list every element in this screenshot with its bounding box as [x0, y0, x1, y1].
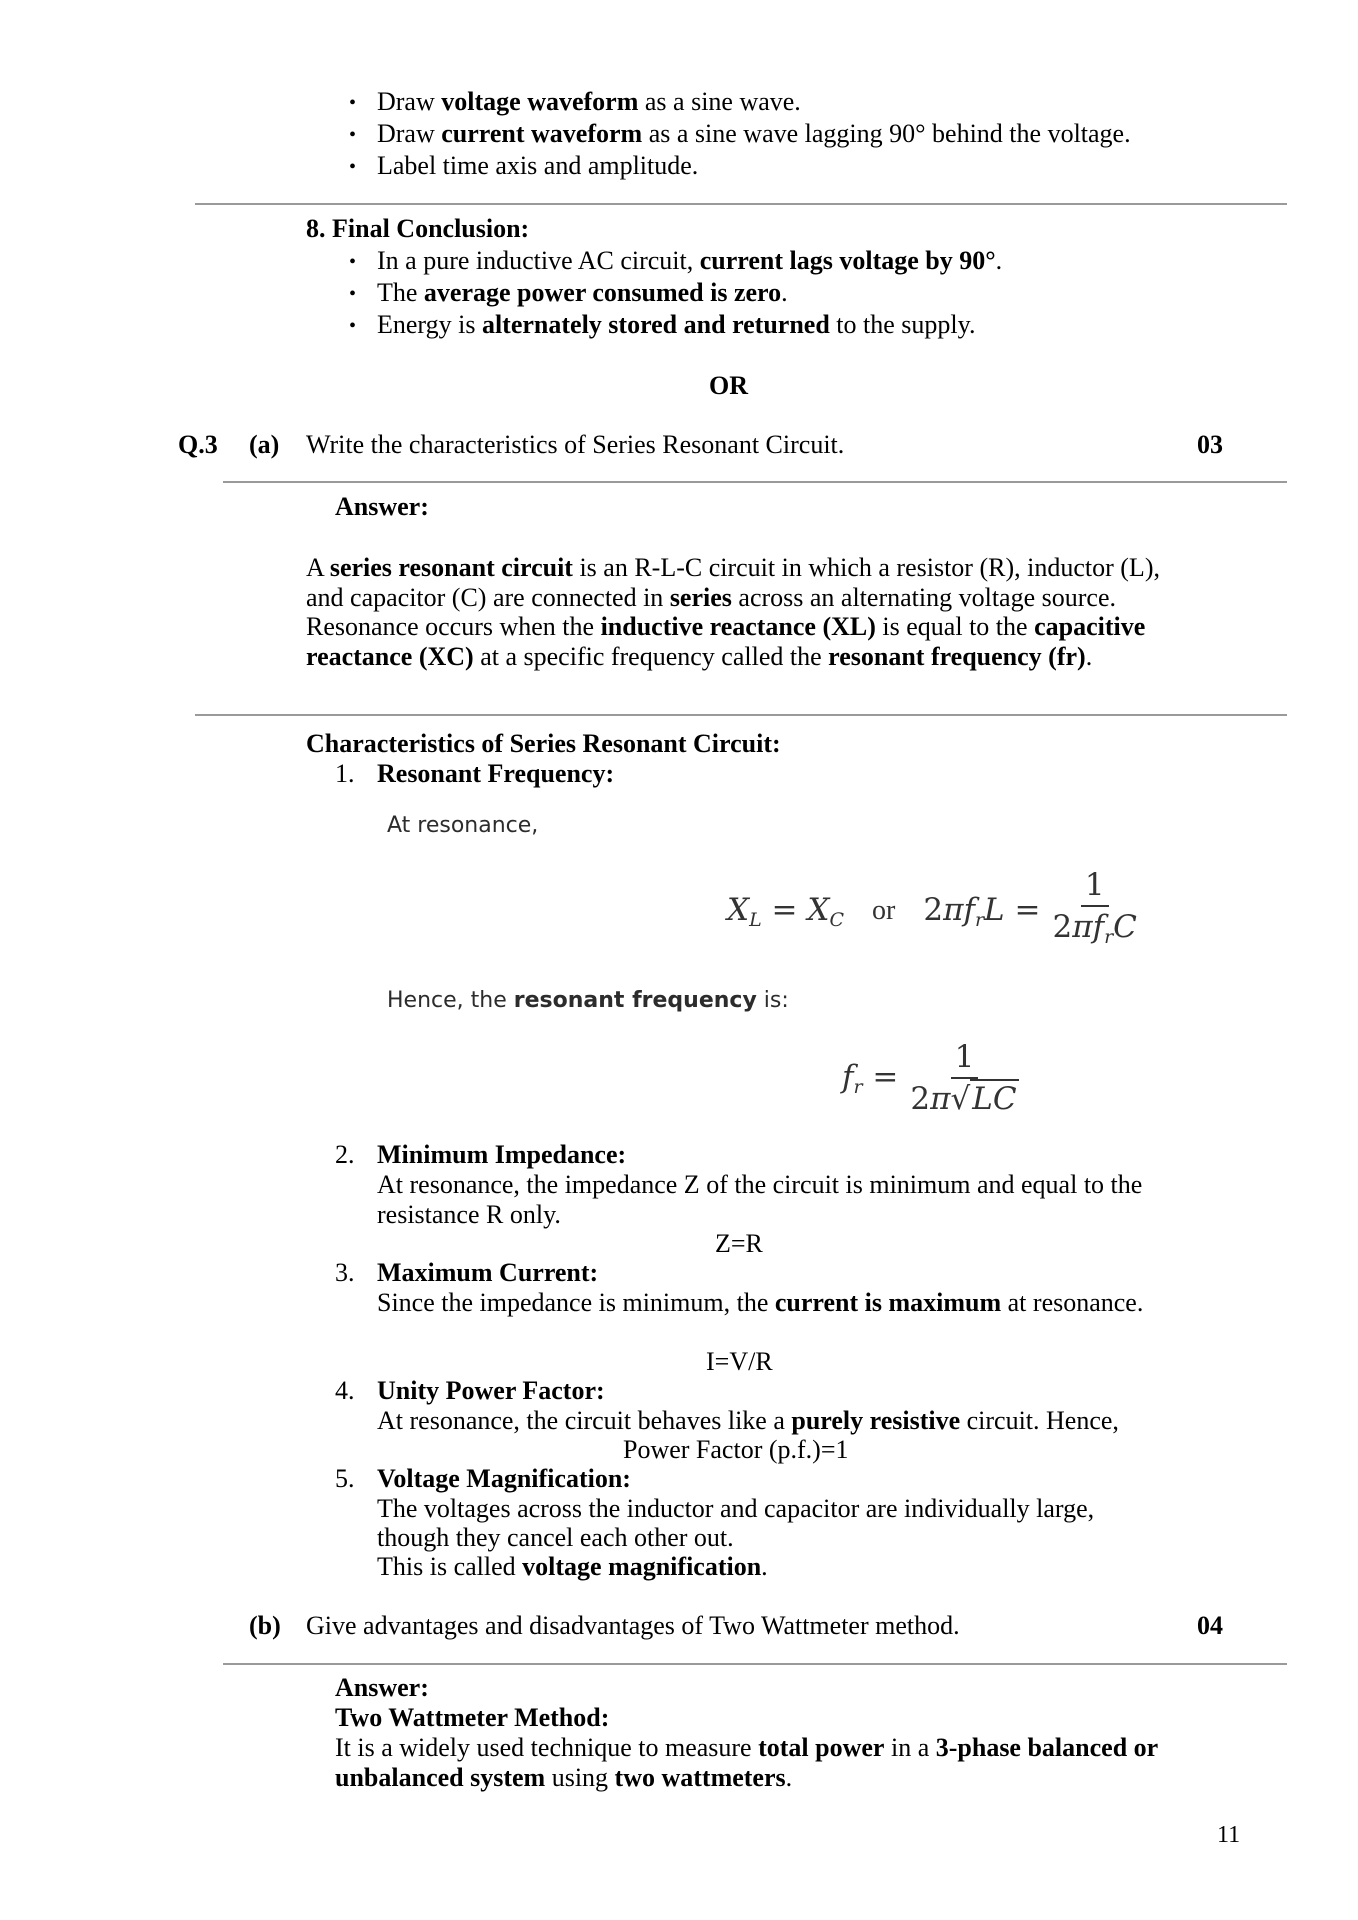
question-number: Q.3 [178, 430, 218, 459]
bullet-dot: • [349, 315, 357, 337]
item-number: 4. [335, 1376, 355, 1405]
part-b-question: Give advantages and disadvantages of Two Wattmeter method. [306, 1611, 960, 1640]
voltage-magnification-line2: though they cancel each other out. [377, 1523, 734, 1552]
divider [223, 1663, 1287, 1665]
voltage-magnification-line1: The voltages across the inductor and capacitor are individually large, [377, 1494, 1095, 1523]
part-a-question: Write the characteristics of Series Resonant Circuit. [306, 430, 845, 459]
waveform-bullet-3: Label time axis and amplitude. [377, 151, 699, 180]
conclusion-bullet-1: In a pure inductive AC circuit, current lags voltage by 90°. [377, 246, 1003, 275]
hence-resonant-frequency-text: Hence, the resonant frequency is: [387, 988, 789, 1013]
bullet-dot: • [349, 92, 357, 114]
item-number: 1. [335, 759, 355, 788]
conclusion-bullet-2: The average power consumed is zero. [377, 278, 788, 307]
minimum-impedance-text: At resonance, the impedance Z of the circuit is minimum and equal to the resistance R only. [377, 1170, 1143, 1229]
resonant-frequency-formula: $f_r$ = $\frac{1}{2\pi√LC}$ [842, 1039, 1017, 1117]
unity-power-factor-title: Unity Power Factor: [377, 1376, 605, 1405]
resonance-condition-formula: $X_L = X_C$ or $2\pi f_rL$ = $\frac{1}{2\pi f_rC}$ [727, 867, 1137, 948]
bullet-dot: • [349, 156, 357, 178]
characteristics-heading: Characteristics of Series Resonant Circuit: [306, 729, 781, 758]
part-b-label: (b) [249, 1611, 281, 1640]
bullet-dot: • [349, 124, 357, 146]
bullet-dot: • [349, 283, 357, 305]
bullet-dot: • [349, 251, 357, 273]
item-number: 2. [335, 1140, 355, 1169]
maximum-current-title: Maximum Current: [377, 1258, 599, 1287]
or-separator: OR [709, 371, 748, 400]
part-b-marks: 04 [1197, 1611, 1223, 1640]
two-wattmeter-heading: Two Wattmeter Method: [335, 1703, 610, 1732]
unity-power-factor-text: At resonance, the circuit behaves like a purely resistive circuit. Hence, [377, 1406, 1119, 1435]
page-number: 11 [1217, 1822, 1241, 1848]
impedance-formula: Z=R [715, 1229, 763, 1258]
at-resonance-text: At resonance, [387, 813, 539, 838]
power-factor-formula: Power Factor (p.f.)=1 [623, 1435, 849, 1464]
divider [223, 481, 1287, 483]
part-a-marks: 03 [1197, 430, 1223, 459]
waveform-bullet-2: Draw current waveform as a sine wave lagging 90° behind the voltage. [377, 119, 1131, 148]
final-conclusion-heading: 8. Final Conclusion: [306, 214, 530, 243]
conclusion-bullet-3: Energy is alternately stored and returned to the supply. [377, 310, 976, 339]
item-number: 3. [335, 1258, 355, 1287]
divider [195, 203, 1287, 205]
divider [195, 714, 1287, 716]
item-number: 5. [335, 1464, 355, 1493]
waveform-bullet-1: Draw voltage waveform as a sine wave. [377, 87, 801, 116]
voltage-magnification-line3: This is called voltage magnification. [377, 1552, 768, 1581]
resonant-frequency-title: Resonant Frequency: [377, 759, 615, 788]
voltage-magnification-title: Voltage Magnification: [377, 1464, 631, 1493]
two-wattmeter-text: It is a widely used technique to measure total power in a 3-phase balanced or unbalanced system using two wattmeters. [335, 1733, 1158, 1792]
answer-label: Answer: [335, 492, 429, 521]
minimum-impedance-title: Minimum Impedance: [377, 1140, 627, 1169]
answer-label: Answer: [335, 1673, 429, 1702]
series-resonant-intro: A series resonant circuit is an R-L-C circuit in which a resistor (R), inductor (L), and capacitor (C) are connected in series across an alternating voltage source. Resonance occurs when the inductive reactance (XL) is equal to the capacitive reactance (XC) at a specific frequency called the resonant frequency (fr). [306, 553, 1160, 671]
maximum-current-text: Since the impedance is minimum, the current is maximum at resonance. [377, 1288, 1144, 1317]
part-a-label: (a) [249, 430, 280, 459]
current-formula: I=V/R [706, 1347, 773, 1376]
